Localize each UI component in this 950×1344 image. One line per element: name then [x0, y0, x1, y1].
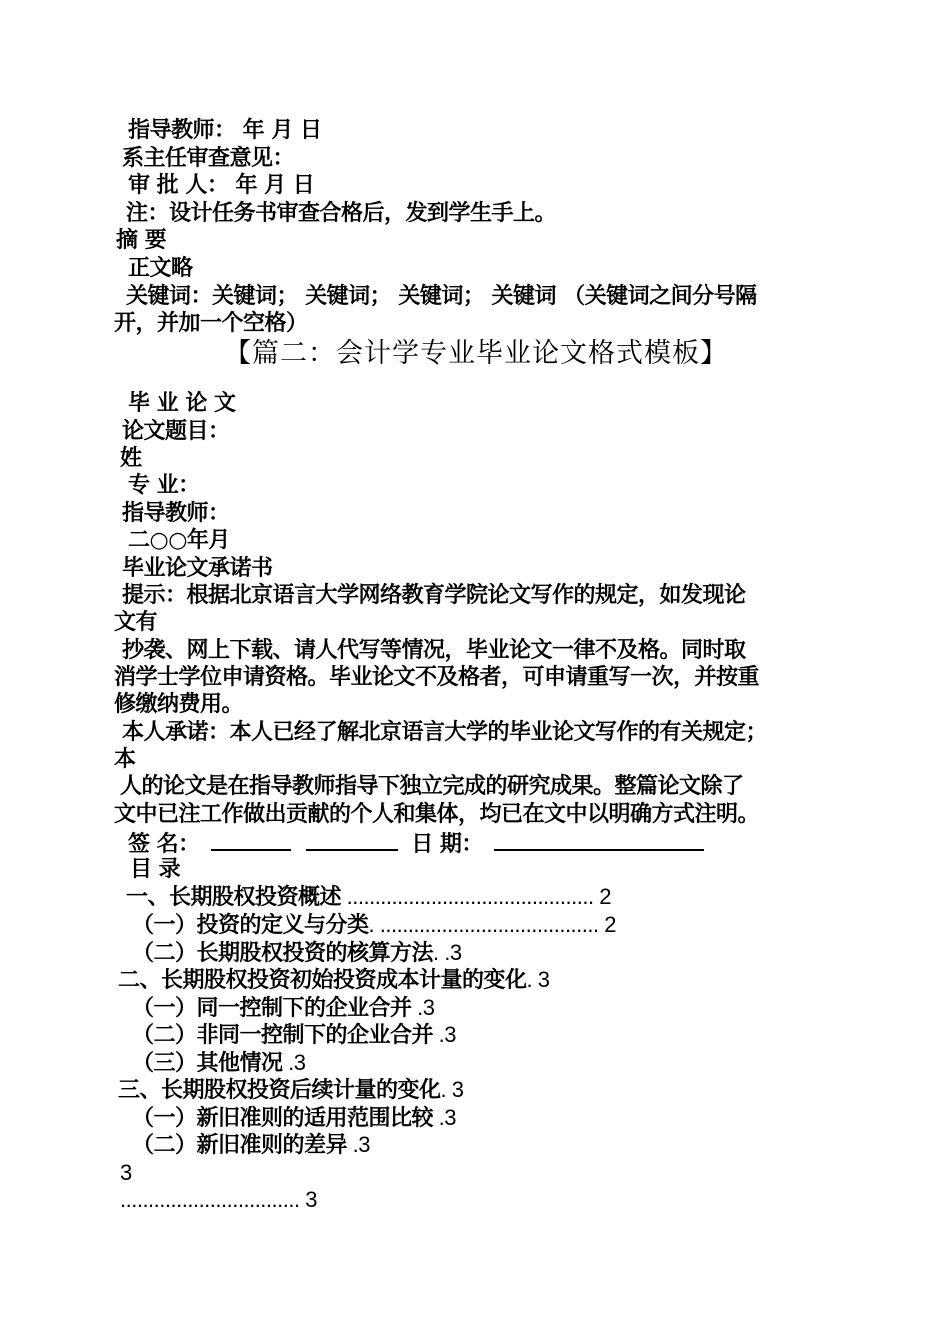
- toc-entry: [132, 1104, 456, 1132]
- toc-entry-text: 二、长期股权投资初始投资成本计量的变化: [118, 968, 527, 993]
- toc-entry-page: 3: [537, 967, 550, 992]
- toc-entry: [132, 911, 616, 939]
- pledge-line-cont: 本: [114, 747, 136, 772]
- toc-entry-page: 2: [598, 912, 616, 937]
- toc-leader: ................................: [120, 1187, 300, 1212]
- toc-entry-text: （三）其他情况: [132, 1051, 283, 1076]
- toc-entry-leader: .: [526, 967, 538, 992]
- toc-entry-leader: . .......................................: [368, 912, 599, 937]
- notice-line-cont: 文有: [114, 610, 158, 635]
- toc-entry: [132, 1049, 306, 1077]
- date-blank: [494, 829, 704, 851]
- notice-line-3: 消学士学位申请资格。毕业论文不及格者，可申请重写一次，并按重: [114, 665, 760, 690]
- toc-entry-text: （一）新旧准则的适用范围比较: [132, 1106, 434, 1131]
- toc-entry-page: 3: [444, 1022, 456, 1047]
- toc-entry-leader: .: [440, 1077, 452, 1102]
- toc-entry-text: （一）同一控制下的企业合并: [132, 996, 412, 1021]
- toc-entry-text: （一）投资的定义与分类: [132, 913, 369, 938]
- toc-entry-leader: .: [433, 1022, 445, 1047]
- pledge-line-3: 文中已注工作做出贡献的个人和集体，均已在文中以明确方式注明。: [114, 802, 760, 827]
- toc-entry-text: 三、长期股权投资后续计量的变化: [118, 1078, 441, 1103]
- signature-line: [128, 829, 704, 858]
- toc-entry-leader: ............................................: [341, 884, 594, 909]
- body-omitted-line: 正文略: [128, 256, 193, 281]
- toc-entry: [118, 966, 550, 994]
- note-line: 注：设计任务书审查合格后，发到学生手上。: [126, 201, 557, 226]
- toc-entry-text: （二）非同一控制下的企业合并: [132, 1023, 434, 1048]
- notice-line-2: 抄袭、网上下载、请人代写等情况，毕业论文一律不及格。同时取: [122, 638, 746, 663]
- toc-page-number: 3: [299, 1187, 317, 1212]
- toc-entry-leader: .: [282, 1050, 294, 1075]
- notice-line-4: 修缴纳费用。: [114, 692, 244, 717]
- keywords-line: 关键词：关键词； 关键词； 关键词； 关键词 （关键词之间分号隔: [126, 284, 757, 309]
- toc-entry: [132, 1021, 456, 1049]
- toc-entry-text: （二）长期股权投资的核算方法: [132, 941, 434, 966]
- toc-entry-page: 3: [449, 940, 462, 965]
- toc-entry: [118, 1076, 464, 1104]
- toc-entry-text: （二）新旧准则的差异: [132, 1133, 348, 1158]
- abstract-heading: 摘 要: [116, 228, 167, 253]
- date-year-month: 二○○年月: [128, 528, 230, 553]
- notice-line: 提示：根据北京语言大学网络教育学院论文写作的规定，如发现论: [122, 583, 746, 608]
- toc-entry-leader: .: [347, 1132, 359, 1157]
- major-label: 专 业：: [128, 473, 200, 498]
- name-label: 姓: [120, 446, 142, 471]
- toc-entry-page: 3: [422, 995, 435, 1020]
- toc-entry-leader: .: [433, 1105, 445, 1130]
- toc-entry-page: 3: [451, 1077, 464, 1102]
- toc-entry-leader: .: [411, 995, 423, 1020]
- thesis-topic-label: 论文题目：: [122, 419, 230, 444]
- signature-label: 签 名：: [128, 832, 200, 857]
- toc-page-number: 3: [120, 1160, 132, 1185]
- toc-entry: [132, 1131, 370, 1159]
- advisor-date-line: 指导教师： 年 月 日: [128, 118, 322, 143]
- dept-review-line: 系主任审查意见：: [122, 146, 295, 171]
- pledge-line-2: 人的论文是在指导教师指导下独立完成的研究成果。整篇论文除了: [120, 774, 744, 799]
- toc-title: 目 录: [130, 857, 181, 882]
- toc-entry: [132, 939, 462, 967]
- pledge-line: 本人承诺：本人已经了解北京语言大学的毕业论文写作的有关规定；: [122, 720, 768, 745]
- approver-line: 审 批 人： 年 月 日: [128, 173, 315, 198]
- toc-entry-page: 3: [358, 1132, 370, 1157]
- advisor-label: 指导教师：: [122, 501, 230, 526]
- toc-leader-line: [120, 1186, 317, 1214]
- toc-entry: [132, 994, 435, 1022]
- thesis-title: 毕 业 论 文: [128, 391, 236, 416]
- date-label: 日 期：: [411, 832, 483, 857]
- signature-blank-2: [306, 829, 398, 851]
- toc-entry-page: 3: [444, 1105, 456, 1130]
- signature-blank-1: [211, 829, 291, 851]
- section-heading: 【篇二：会计学专业毕业论文格式模板】: [224, 338, 728, 369]
- keywords-line-cont: 开，并加一个空格）: [114, 311, 308, 336]
- toc-entry-page: 3: [293, 1050, 306, 1075]
- toc-entry-page: 2: [593, 884, 611, 909]
- pledge-title: 毕业论文承诺书: [122, 556, 273, 581]
- toc-entry-leader: . .: [433, 940, 450, 965]
- toc-entry-text: 一、长期股权投资概述: [126, 885, 342, 910]
- toc-entry: [126, 883, 611, 911]
